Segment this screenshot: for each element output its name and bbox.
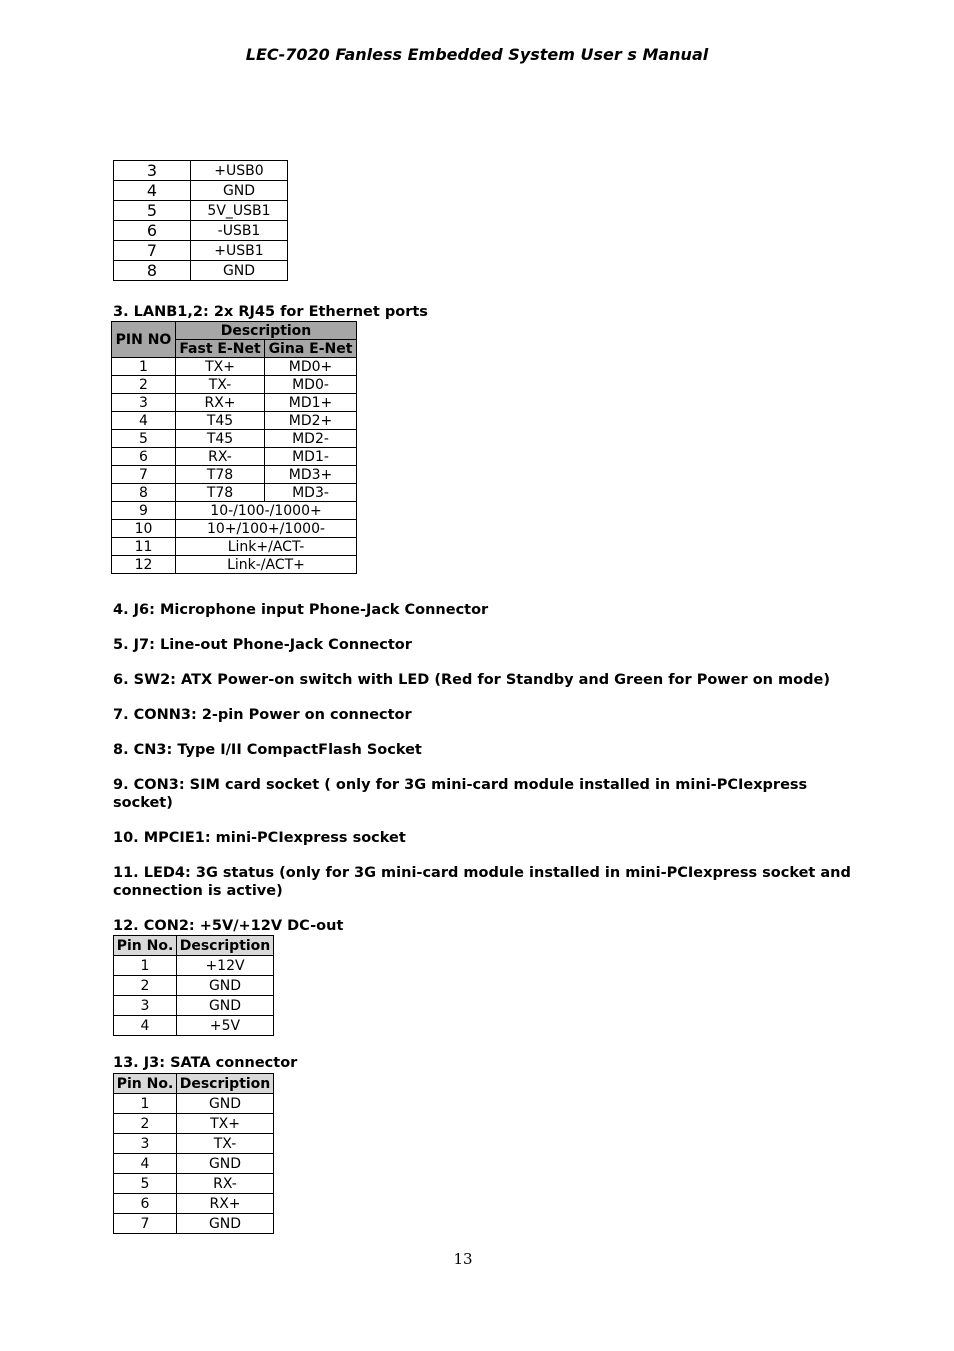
item-conn3: 7. CONN3: 2-pin Power on connector xyxy=(113,707,412,723)
merged-cell: 10+/100+/1000- xyxy=(176,520,357,538)
desc-cell: +5V xyxy=(177,1016,274,1036)
item-led4-line1: 11. LED4: 3G status (only for 3G mini-card module installed in mini-PCIexpress socket and xyxy=(113,865,851,881)
table-row xyxy=(114,1154,274,1174)
fast-cell: T78 xyxy=(176,484,265,502)
merged-cell: Link+/ACT- xyxy=(176,538,357,556)
pin-cell: 4 xyxy=(114,181,191,201)
table-row xyxy=(114,201,288,221)
col-header-fast-enet: Fast E-Net xyxy=(176,340,265,358)
table-row xyxy=(114,1016,274,1036)
pin-cell: 12 xyxy=(112,556,176,574)
gina-cell: MD0- xyxy=(265,376,357,394)
table-row xyxy=(114,241,288,261)
table-row xyxy=(112,538,357,556)
table-row xyxy=(114,1134,274,1154)
table-row xyxy=(112,448,357,466)
pin-cell: 11 xyxy=(112,538,176,556)
fast-cell: RX- xyxy=(176,448,265,466)
pin-cell: 3 xyxy=(114,1134,177,1154)
pin-cell: 4 xyxy=(112,412,176,430)
table-row xyxy=(112,556,357,574)
pin-cell: 8 xyxy=(114,261,191,281)
item-cn3: 8. CN3: Type I/II CompactFlash Socket xyxy=(113,742,422,758)
merged-cell: 10-/100-/1000+ xyxy=(176,502,357,520)
usb-pin-table xyxy=(113,160,288,281)
item-j7: 5. J7: Line-out Phone-Jack Connector xyxy=(113,637,412,653)
pin-cell: 2 xyxy=(112,376,176,394)
gina-cell: MD1- xyxy=(265,448,357,466)
table-row xyxy=(114,161,288,181)
table-row xyxy=(114,221,288,241)
table-row xyxy=(114,1194,274,1214)
table-row xyxy=(114,261,288,281)
pin-cell: 7 xyxy=(114,1214,177,1234)
desc-cell: TX- xyxy=(177,1134,274,1154)
col-header-pin: Pin No. xyxy=(114,1074,177,1094)
lan-pin-table xyxy=(111,321,357,574)
col-header-description: Description xyxy=(177,936,274,956)
fast-cell: T45 xyxy=(176,412,265,430)
fast-cell: T45 xyxy=(176,430,265,448)
document-header: LEC-7020 Fanless Embedded System User s Manual xyxy=(245,45,709,64)
table-row xyxy=(112,430,357,448)
table-row xyxy=(114,181,288,201)
pin-cell: 6 xyxy=(114,221,191,241)
item-con3-line2: socket) xyxy=(113,795,173,811)
gina-cell: MD2- xyxy=(265,430,357,448)
col-header-description: Description xyxy=(177,1074,274,1094)
col-header-gina-enet: Gina E-Net xyxy=(265,340,357,358)
table-row xyxy=(112,358,357,376)
signal-cell: +USB1 xyxy=(191,241,288,261)
item-led4-line2: connection is active) xyxy=(113,883,283,899)
fast-cell: RX+ xyxy=(176,394,265,412)
col-header-pin: PIN NO xyxy=(112,322,176,358)
table-row xyxy=(112,484,357,502)
pin-cell: 5 xyxy=(114,201,191,221)
page-number: 13 xyxy=(453,1250,473,1268)
pin-cell: 1 xyxy=(114,1094,177,1114)
item-mpcie1: 10. MPCIE1: mini-PCIexpress socket xyxy=(113,830,406,846)
col-header-pin: Pin No. xyxy=(114,936,177,956)
pin-cell: 9 xyxy=(112,502,176,520)
pin-cell: 7 xyxy=(114,241,191,261)
table-row xyxy=(112,394,357,412)
pin-cell: 8 xyxy=(112,484,176,502)
table-row xyxy=(114,976,274,996)
gina-cell: MD1+ xyxy=(265,394,357,412)
signal-cell: GND xyxy=(191,261,288,281)
item-j6: 4. J6: Microphone input Phone-Jack Connector xyxy=(113,602,489,618)
pin-cell: 6 xyxy=(114,1194,177,1214)
gina-cell: MD2+ xyxy=(265,412,357,430)
table-row xyxy=(114,956,274,976)
gina-cell: MD3+ xyxy=(265,466,357,484)
table-row xyxy=(112,466,357,484)
fast-cell: TX- xyxy=(176,376,265,394)
fast-cell: T78 xyxy=(176,466,265,484)
table-row xyxy=(112,502,357,520)
con2-heading: 12. CON2: +5V/+12V DC-out xyxy=(113,918,344,934)
pin-cell: 3 xyxy=(114,161,191,181)
gina-cell: MD0+ xyxy=(265,358,357,376)
signal-cell: GND xyxy=(191,181,288,201)
j3-pin-table xyxy=(113,1073,274,1234)
table-row xyxy=(114,1214,274,1234)
pin-cell: 4 xyxy=(114,1016,177,1036)
pin-cell: 1 xyxy=(114,956,177,976)
table-row xyxy=(114,1174,274,1194)
desc-cell: GND xyxy=(177,996,274,1016)
table-row xyxy=(112,376,357,394)
col-header-description: Description xyxy=(176,322,357,340)
lan-heading: 3. LANB1,2: 2x RJ45 for Ethernet ports xyxy=(113,304,428,320)
desc-cell: RX- xyxy=(177,1174,274,1194)
signal-cell: +USB0 xyxy=(191,161,288,181)
table-row xyxy=(114,996,274,1016)
desc-cell: GND xyxy=(177,1154,274,1174)
pin-cell: 4 xyxy=(114,1154,177,1174)
item-con3-line1: 9. CON3: SIM card socket ( only for 3G mini-card module installed in mini-PCIexpress xyxy=(113,777,808,793)
pin-cell: 5 xyxy=(112,430,176,448)
pin-cell: 10 xyxy=(112,520,176,538)
merged-cell: Link-/ACT+ xyxy=(176,556,357,574)
desc-cell: TX+ xyxy=(177,1114,274,1134)
table-row xyxy=(112,520,357,538)
fast-cell: TX+ xyxy=(176,358,265,376)
table-row xyxy=(112,412,357,430)
table-row xyxy=(114,1114,274,1134)
pin-cell: 1 xyxy=(112,358,176,376)
pin-cell: 6 xyxy=(112,448,176,466)
desc-cell: GND xyxy=(177,1094,274,1114)
item-sw2: 6. SW2: ATX Power-on switch with LED (Red for Standby and Green for Power on mode) xyxy=(113,672,830,688)
desc-cell: GND xyxy=(177,1214,274,1234)
gina-cell: MD3- xyxy=(265,484,357,502)
pin-cell: 5 xyxy=(114,1174,177,1194)
table-row xyxy=(114,1094,274,1114)
pin-cell: 2 xyxy=(114,1114,177,1134)
desc-cell: RX+ xyxy=(177,1194,274,1214)
signal-cell: 5V_USB1 xyxy=(191,201,288,221)
pin-cell: 3 xyxy=(112,394,176,412)
pin-cell: 3 xyxy=(114,996,177,1016)
j3-heading: 13. J3: SATA connector xyxy=(113,1055,298,1071)
pin-cell: 7 xyxy=(112,466,176,484)
signal-cell: -USB1 xyxy=(191,221,288,241)
desc-cell: GND xyxy=(177,976,274,996)
pin-cell: 2 xyxy=(114,976,177,996)
desc-cell: +12V xyxy=(177,956,274,976)
con2-pin-table xyxy=(113,935,274,1036)
